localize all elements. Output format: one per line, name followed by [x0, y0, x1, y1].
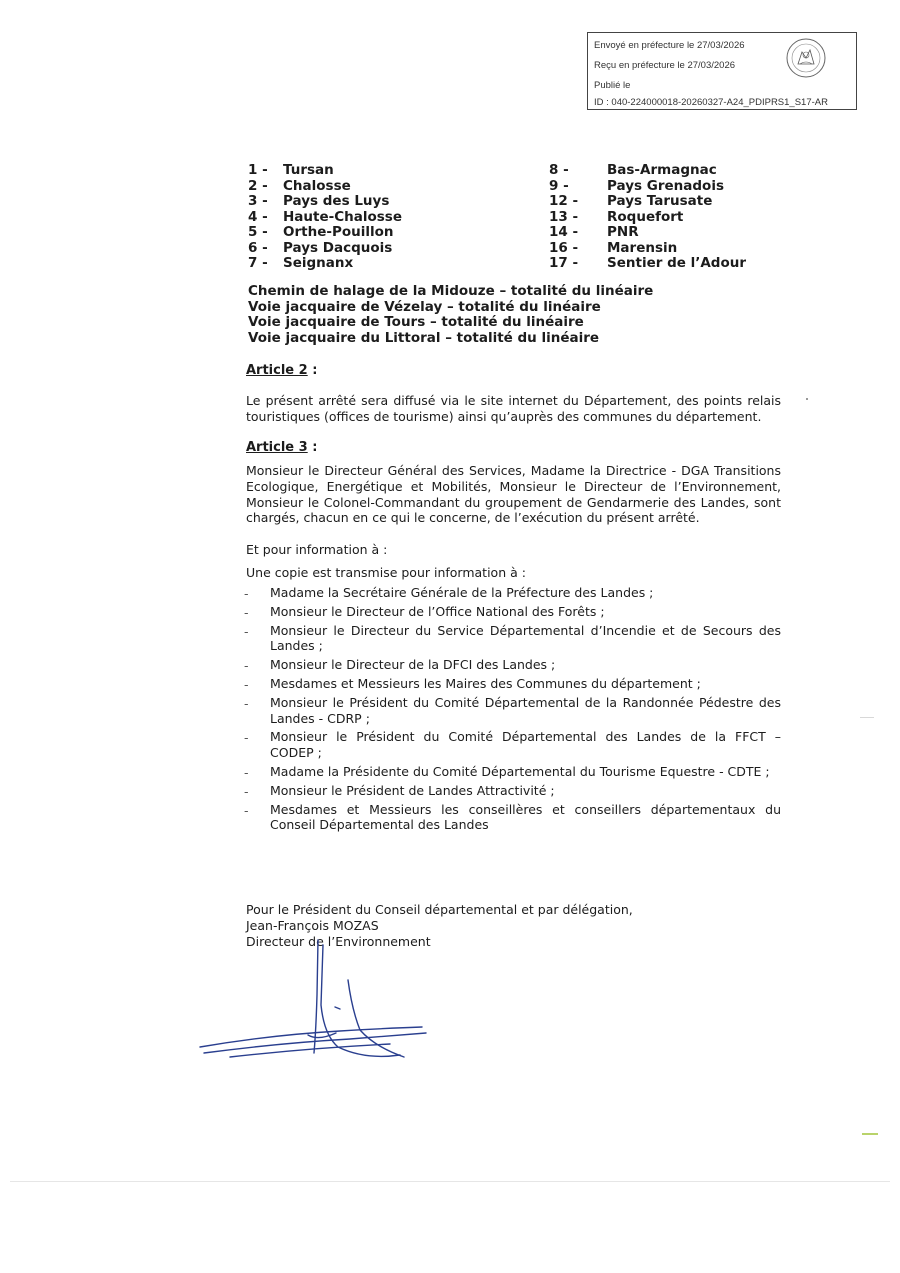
bullet-dash: -	[244, 658, 249, 674]
sector-number: 4 -	[248, 208, 268, 225]
article-2-colon: :	[307, 363, 318, 378]
list-item-line: Monsieur le Président du Comité Départemental de la Randonnée Pédestre des	[270, 694, 781, 710]
delegation-line: Pour le Président du Conseil départemental et par délégation,	[246, 902, 633, 917]
list-item	[244, 802, 781, 834]
article-3-title: Article 3	[246, 440, 308, 455]
bullet-dash: -	[244, 695, 249, 711]
route-item: Voie jacquaire de Tours – totalité du linéaire	[248, 314, 584, 331]
sector-number: 3 -	[248, 193, 268, 209]
sector-name: Pays des Luys	[283, 193, 390, 209]
sector-list-left	[248, 162, 508, 271]
list-item	[244, 783, 781, 799]
article-3-colon: :	[307, 440, 318, 455]
list-item-line: Madame la Secrétaire Générale de la Préfecture des Landes ;	[270, 585, 654, 600]
info-heading: Et pour information à :	[246, 542, 388, 557]
sector-item	[248, 240, 508, 256]
paragraph-line: Le présent arrêté sera diffusé via le site internet du Département, des points relais	[246, 393, 781, 408]
sector-item	[549, 224, 769, 240]
list-item-line: Madame la Présidente du Comité Départemental du Tourisme Equestre - CDTE ;	[270, 763, 770, 779]
route-list	[248, 284, 653, 346]
bullet-dash: -	[244, 783, 249, 799]
article-3-heading	[246, 440, 317, 455]
sector-name: PNR	[607, 224, 639, 240]
paragraph-line: Ecologique, Energétique et Mobilités, Monsieur le Directeur de l’Environnement,	[246, 478, 781, 494]
sector-number: 8 -	[549, 162, 569, 178]
sector-number: 5 -	[248, 224, 268, 240]
sector-item	[248, 193, 508, 209]
list-item-line: CODEP ;	[270, 745, 322, 761]
sector-name: Haute-Chalosse	[283, 208, 402, 225]
sector-item	[549, 193, 769, 209]
signatory-title: Directeur de l’Environnement	[246, 934, 431, 949]
paragraph-line: chargés, chacun en ce qui le concerne, de l’exécution du présent arrêté.	[246, 510, 700, 526]
sector-item	[549, 240, 769, 256]
list-item	[244, 764, 781, 780]
signatory-name: Jean-François MOZAS	[246, 918, 379, 933]
route-item: Chemin de halage de la Midouze – totalité du linéaire	[248, 283, 654, 299]
article-2-heading	[246, 363, 317, 378]
sector-item	[549, 178, 769, 194]
paragraph-line: touristiques (offices de tourisme) ainsi qu’auprès des communes du département.	[246, 408, 762, 424]
sector-number: 2 -	[248, 177, 268, 194]
scan-dot	[806, 398, 808, 400]
sector-number: 14 -	[549, 224, 579, 240]
list-item-line: Monsieur le Directeur de la DFCI des Landes ;	[270, 657, 556, 673]
sector-number: 13 -	[549, 208, 579, 225]
list-item-line: Landes ;	[270, 638, 323, 654]
stamp-received-date: Reçu en préfecture le 27/03/2026	[594, 60, 736, 71]
sector-number: 12 -	[549, 193, 579, 209]
sector-item	[248, 162, 508, 178]
sector-number: 7 -	[248, 255, 268, 271]
copy-heading: Une copie est transmise pour information à :	[246, 565, 526, 580]
sector-number: 16 -	[549, 239, 579, 256]
list-item-line: Monsieur le Président du Comité Départemental des Landes de la FFCT –	[270, 729, 781, 745]
list-item	[244, 676, 781, 692]
list-item	[244, 695, 781, 727]
sector-name: Bas-Armagnac	[607, 162, 717, 178]
sector-list-right	[549, 162, 769, 271]
stamp-published: Publié le	[594, 80, 631, 91]
sector-number: 9 -	[549, 177, 569, 194]
sector-number: 1 -	[248, 162, 268, 178]
route-item: Voie jacquaire de Vézelay – totalité du linéaire	[248, 298, 601, 315]
bullet-dash: -	[244, 730, 249, 746]
sector-name: Pays Dacquois	[283, 239, 393, 256]
distribution-list	[244, 585, 781, 833]
prefecture-stamp	[587, 32, 857, 110]
scan-mark	[860, 717, 874, 718]
sector-name: Tursan	[283, 162, 334, 178]
sector-name: Orthe-Pouillon	[283, 224, 394, 240]
sector-item	[248, 178, 508, 194]
stamp-id: ID : 040-224000018-20260327-A24_PDIPRS1_S17-AR	[594, 97, 828, 108]
list-item-line: Conseil Départemental des Landes	[270, 817, 489, 833]
sector-item	[248, 255, 508, 271]
sector-number: 6 -	[248, 239, 268, 256]
paragraph-line: Monsieur le Colonel-Commandant du groupement de Gendarmerie des Landes, sont	[246, 494, 781, 510]
paragraph-line: Monsieur le Directeur Général des Services, Madame la Directrice - DGA Transitions	[246, 463, 781, 478]
sector-name: Seignanx	[283, 255, 354, 271]
department-seal-icon	[782, 36, 830, 80]
bullet-dash: -	[244, 802, 249, 818]
sector-name: Pays Tarusate	[607, 193, 713, 209]
sector-item	[549, 162, 769, 178]
bullet-dash: -	[244, 586, 249, 601]
list-item	[244, 623, 781, 655]
sector-name: Pays Grenadois	[607, 177, 724, 194]
list-item-line: Landes - CDRP ;	[270, 710, 370, 726]
sector-name: Marensin	[607, 239, 678, 256]
list-item-line: Monsieur le Directeur du Service Départemental d’Incendie et de Secours des	[270, 622, 781, 638]
sector-name: Roquefort	[607, 208, 684, 225]
list-item	[244, 729, 781, 761]
stamp-sent-date: Envoyé en préfecture le 27/03/2026	[594, 40, 745, 51]
list-item-line: Mesdames et Messieurs les Maires des Communes du département ;	[270, 675, 701, 691]
list-item-line: Monsieur le Directeur de l’Office National des Forêts ;	[270, 603, 605, 619]
list-item	[244, 604, 781, 620]
sector-number: 17 -	[549, 255, 579, 271]
scan-edge-line	[10, 1181, 890, 1182]
bullet-dash: -	[244, 623, 249, 639]
sector-item	[549, 209, 769, 225]
list-item-line: Monsieur le Président de Landes Attractivité ;	[270, 782, 555, 798]
article-3-text	[246, 463, 781, 526]
route-item: Voie jacquaire du Littoral – totalité du linéaire	[248, 329, 600, 346]
list-item	[244, 585, 781, 601]
scan-mark	[862, 1133, 878, 1135]
handwritten-signature	[190, 935, 430, 1065]
sector-name: Chalosse	[283, 177, 351, 194]
sector-item	[248, 209, 508, 225]
sector-item	[248, 224, 508, 240]
bullet-dash: -	[244, 676, 249, 692]
article-2-text	[246, 393, 781, 425]
sector-item	[549, 255, 769, 271]
bullet-dash: -	[244, 604, 249, 620]
list-item-line: Mesdames et Messieurs les conseillères et conseillers départementaux du	[270, 801, 781, 817]
bullet-dash: -	[244, 764, 249, 780]
sector-name: Sentier de l’Adour	[607, 255, 747, 271]
list-item	[244, 657, 781, 673]
article-2-title: Article 2	[246, 363, 308, 378]
